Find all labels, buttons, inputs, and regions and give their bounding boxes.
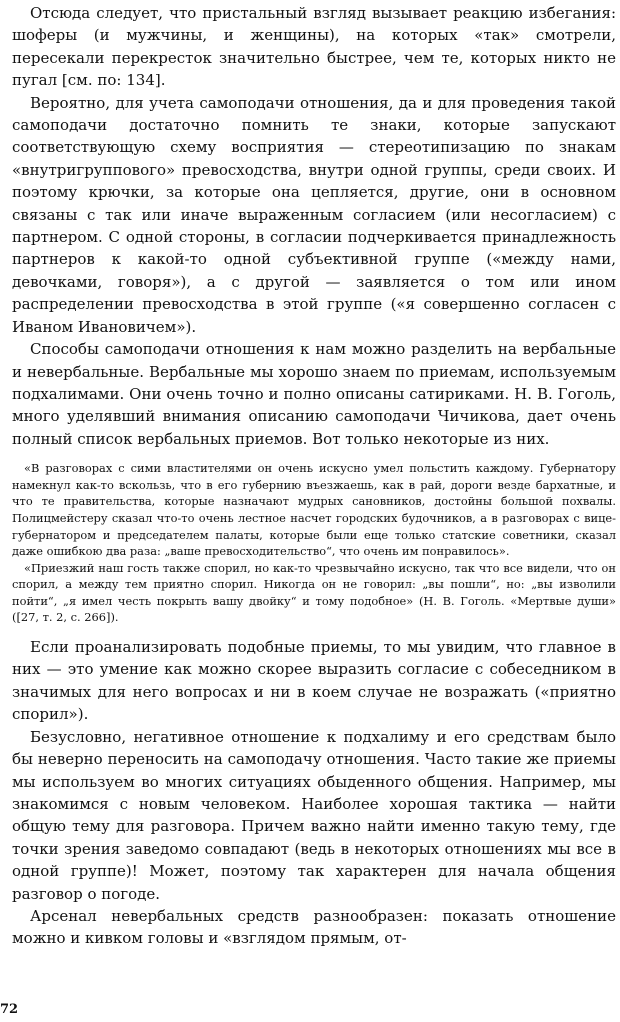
paragraph: Арсенал невербальных средств разнообразен: показать отношение можно и кивком головы и «взглядом прямым, от- <box>12 906 616 948</box>
paragraph: Безусловно, негативное отношение к подхалиму и его средствам было бы неверно переносить на самоподачу отношения. Часто такие же приемы мы используем во многих ситуациях обыденного общения. Например, мы знакомимся с новым человеком. Наиболее хорошая тактика — найти общую тему для разговора. Причем важно найти именно такую тему, где точки зрения заведомо совпадают (ведь в некоторых отношениях мы все в одной группе)! Может, поэтому так характерен для начала общения разговор о погоде. <box>12 727 616 903</box>
paragraph: Отсюда следует, что пристальный взгляд вызывает реакцию избегания: шоферы (и мужчины, и женщины), на которых «так» смотрели, пересекали перекресток значительно быстрее, чем те, которых никто не пугал [см. по: 134]. <box>12 4 616 90</box>
quotation-block <box>12 460 616 626</box>
quotation: «В разговорах с сими властителями он очень искусно умел польстить каждому. Губернатору намекнул как-то вскользь, что в его губернию въезжаешь, как в рай, дороги везде бархатные, и что те правительства, которые назначают мудрых сановников, достойны большой похвалы. Полицмейстеру сказал что-то очень лестное насчет городских будочников, а в разговорах с вице-губернатором и председателем палаты, которые были еще только статские советники, сказал даже ошибкою два раза: „ваше превосходительство“, что очень им понравилось». <box>12 461 616 559</box>
paragraph: Способы самоподачи отношения к нам можно разделить на вербальные и невербальные. Вербальные мы хорошо знаем по приемам, используемым подхалимами. Они очень точно и полно описаны сатириками. Н. В. Гоголь, много уделявший внимания описанию самоподачи Чичикова, дает очень полный список вербальных приемов. Вот только некоторые из них. <box>12 340 616 448</box>
paragraph: Вероятно, для учета самоподачи отношения, да и для проведения такой самоподачи достаточно помнить те знаки, которые запускают соответствующую схему восприятия — стереотипизацию по знакам «внутригруппового» превосходства, внутри одной группы, среди своих. И поэтому крючки, за которые она цепляется, другие, они в основном связаны с так или иначе выраженным согласием (или несогласием) с партнером. С одной стороны, в согласии подчеркивается принадлежность партнеров к какой-то одной субъективной группе («между нами, девочками, говоря»), а с другой — заявляется о том или ином распределении превосходства в этой группе («я совершенно согласен с Иваном Ивановичем»). <box>12 93 616 336</box>
paragraph: Если проанализировать подобные приемы, то мы увидим, что главное в них — это умение как можно скорее выразить согласие с собеседником в значимых для него вопросах и ни в коем случае не возражать («приятно спорил»). <box>12 638 616 724</box>
page-body <box>12 2 616 950</box>
page-number: 72 <box>0 1002 19 1017</box>
quotation: «Приезжий наш гость также спорил, но как-то чрезвычайно искусно, так что все видели, что он спорил, а между тем приятно спорил. Никогда он не говорил: „вы пошли“, но: „вы изволили пойти“, „я имел честь покрыть вашу двойку“ и тому подобное» (Н. В. Гоголь. «Мертвые души» ([27, т. 2, с. 266]). <box>12 560 616 625</box>
